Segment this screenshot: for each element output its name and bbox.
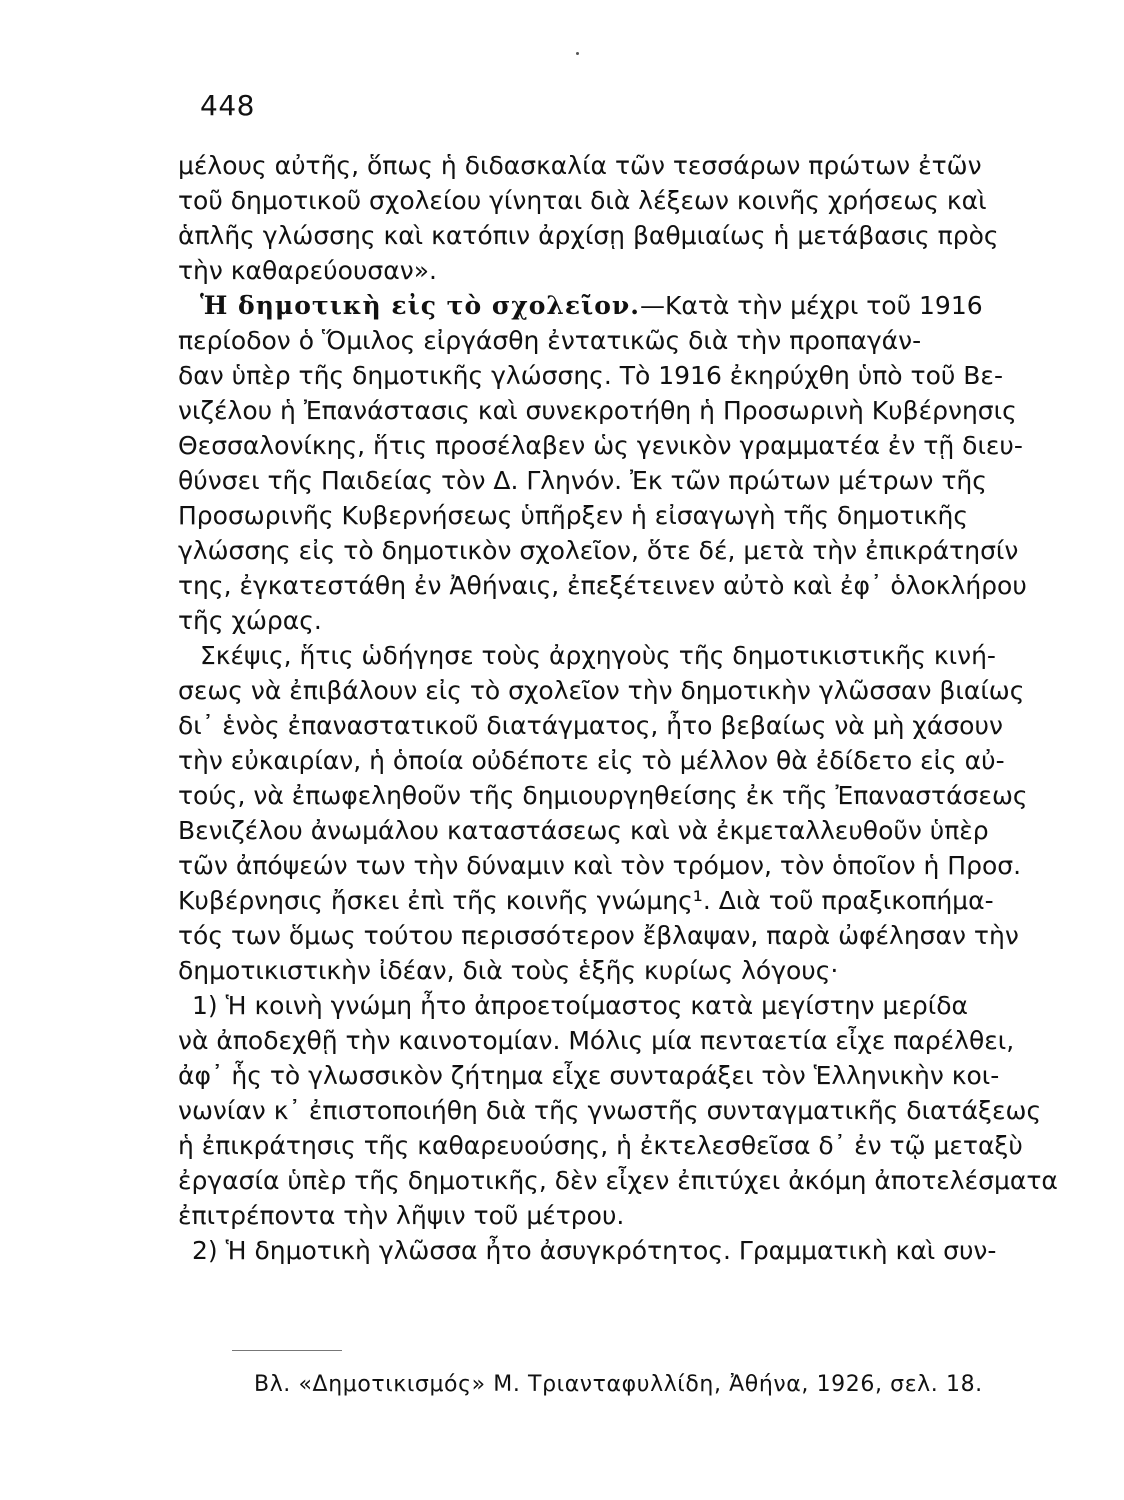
section-heading-line: [178, 288, 1058, 323]
text-line: θύνσει τῆς Παιδείας τὸν Δ. Γληνόν. Ἐκ τῶν πρώτων μέτρων τῆς: [178, 466, 987, 495]
text-line: της, ἐγκατεστάθη ἐν Ἀθήναις, ἐπεξέτεινεν αὐτὸ καὶ ἐφ᾽ ὁλοκλήρου: [178, 571, 1027, 600]
text-line: ἀφ᾽ ἧς τὸ γλωσσικὸν ζήτημα εἶχε συνταράξει τὸν Ἑλληνικὴν κοι-: [178, 1061, 1000, 1090]
text-line: 2) Ἡ δημοτικὴ γλῶσσα ἦτο ἀσυγκρότητος. Γραμματικὴ καὶ συν-: [192, 1236, 997, 1265]
text-line: νωνίαν κ᾽ ἐπιστοποιήθη διὰ τῆς γνωστῆς συνταγματικῆς διατάξεως: [178, 1096, 1042, 1125]
text-line: γλώσσης εἰς τὸ δημοτικὸν σχολεῖον, ὅτε δέ, μετὰ τὴν ἐπικράτησίν: [178, 536, 1019, 565]
page-number: 448: [200, 89, 255, 122]
text-line: ἐργασία ὑπὲρ τῆς δημοτικῆς, δὲν εἶχεν ἐπιτύχει ἀκόμη ἀποτελέσματα: [178, 1166, 1058, 1195]
text-line: ἁπλῆς γλώσσης καὶ κατόπιν ἀρχίσῃ βαθμιαίως ἡ μετάβασις πρὸς: [178, 221, 999, 250]
section-heading-continuation: —Κατὰ τὴν μέχρι τοῦ 1916: [639, 291, 983, 320]
text-line: Σκέψις, ἥτις ὡδήγησε τοὺς ἀρχηγοὺς τῆς δημοτικιστικῆς κινή-: [200, 641, 996, 670]
text-line: Θεσσαλονίκης, ἥτις προσέλαβεν ὡς γενικὸν γραμματέα ἐν τῇ διευ-: [178, 431, 1023, 460]
text-line: περίοδον ὁ Ὅμιλος εἰργάσθη ἐντατικῶς διὰ τὴν προπαγάν-: [178, 326, 922, 355]
text-line: Προσωρινῆς Κυβερνήσεως ὑπῆρξεν ἡ εἰσαγωγὴ τῆς δημοτικῆς: [178, 501, 969, 530]
text-line: τῶν ἀπόψεών των τὴν δύναμιν καὶ τὸν τρόμον, τὸν ὁποῖον ἡ Προσ.: [178, 851, 1022, 880]
text-line: 1) Ἡ κοινὴ γνώμη ἦτο ἀπροετοίμαστος κατὰ μεγίστην μερίδα: [192, 991, 968, 1020]
text-line: τῆς χώρας.: [178, 606, 322, 635]
text-line: νιζέλου ἡ Ἐπανάστασις καὶ συνεκροτήθη ἡ Προσωρινὴ Κυβέρνησις: [178, 396, 1017, 425]
text-line: δι᾽ ἑνὸς ἐπαναστατικοῦ διατάγματος, ἦτο βεβαίως νὰ μὴ χάσουν: [178, 711, 1003, 740]
text-line: τὴν εὐκαιρίαν, ἡ ὁποία οὐδέποτε εἰς τὸ μέλλον θὰ ἐδίδετο εἰς αὐ-: [178, 746, 1005, 775]
text-line: τούς, νὰ ἐπωφεληθοῦν τῆς δημιουργηθείσης ἐκ τῆς Ἐπαναστάσεως: [178, 781, 1028, 810]
text-line: τὴν καθαρεύουσαν».: [178, 256, 437, 285]
text-line: νὰ ἀποδεχθῇ τὴν καινοτομίαν. Μόλις μία πενταετία εἶχε παρέλθει,: [178, 1026, 1015, 1055]
print-speck: [576, 52, 579, 55]
text-line: μέλους αὐτῆς, ὅπως ἡ διδασκαλία τῶν τεσσάρων πρώτων ἐτῶν: [178, 151, 982, 180]
text-line: τοῦ δημοτικοῦ σχολείου γίνηται διὰ λέξεων κοινῆς χρήσεως καὶ: [178, 186, 987, 215]
footnote: Βλ. «Δημοτικισμός» Μ. Τριανταφυλλίδη, Ἀθήνα, 1926, σελ. 18.: [254, 1372, 983, 1397]
text-line: δαν ὑπὲρ τῆς δημοτικῆς γλώσσης. Τὸ 1916 ἐκηρύχθη ὑπὸ τοῦ Βε-: [178, 361, 1003, 390]
text-line: τός των ὅμως τούτου περισσότερον ἔβλαψαν, παρὰ ὠφέλησαν τὴν: [178, 921, 1019, 950]
text-line: ἡ ἐπικράτησις τῆς καθαρευούσης, ἡ ἐκτελεσθεῖσα δ᾽ ἐν τῷ μεταξὺ: [178, 1131, 1023, 1160]
body-text: [178, 148, 1058, 1268]
text-line: Βενιζέλου ἀνωμάλου καταστάσεως καὶ νὰ ἐκμεταλλευθοῦν ὑπὲρ: [178, 816, 989, 845]
text-line: δημοτικιστικὴν ἰδέαν, διὰ τοὺς ἑξῆς κυρίως λόγους·: [178, 956, 839, 985]
section-heading: Ἡ δημοτικὴ εἰς τὸ σχολεῖον.: [200, 291, 640, 320]
text-line: Κυβέρνησις ἤσκει ἐπὶ τῆς κοινῆς γνώμης¹. Διὰ τοῦ πραξικοπήμα-: [178, 886, 994, 915]
footnote-divider: [232, 1350, 342, 1351]
text-line: σεως νὰ ἐπιβάλουν εἰς τὸ σχολεῖον τὴν δημοτικὴν γλῶσσαν βιαίως: [178, 676, 1025, 705]
text-line: ἐπιτρέποντα τὴν λῆψιν τοῦ μέτρου.: [178, 1201, 625, 1230]
